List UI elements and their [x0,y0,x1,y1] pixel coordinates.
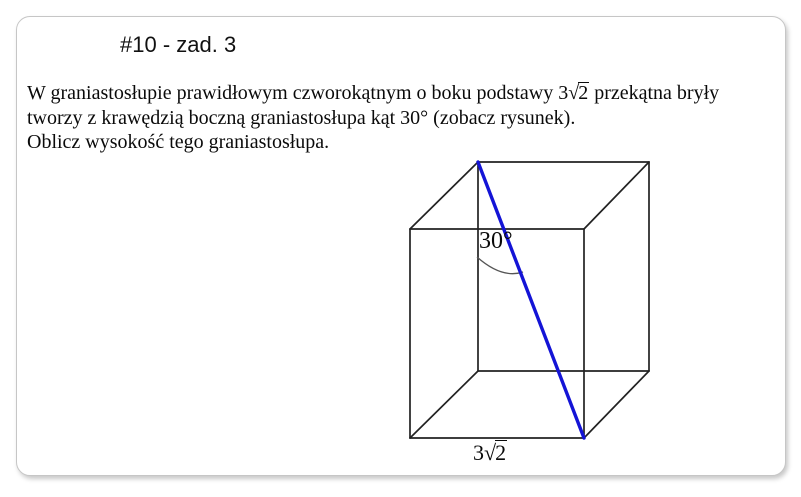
prism-diagram-svg [399,151,661,473]
problem-text [27,81,719,155]
sqrt-expression-inline [558,82,589,104]
base-radical-sign: √ [484,440,496,465]
sqrt-radicand: 2 [578,82,589,104]
prism-figure [399,151,661,473]
edge-bottom-right [584,371,649,438]
edge-bottom-left [410,371,478,438]
problem-card [16,16,786,476]
base-edge-label [473,440,507,466]
edge-top-left [410,162,478,229]
sqrt-coefficient: 3 [558,82,569,104]
space-diagonal-line [478,162,584,438]
problem-line-2: tworzy z krawędzią boczną graniastosłupa kąt 30° (zobacz rysunek). [27,106,576,129]
line1-text-before: W graniastosłupie prawidłowym czworokątnym o boku podstawy [27,82,559,104]
line1-text-after: przekątna bryły [589,82,720,104]
card-title: #10 - zad. 3 [120,32,237,57]
angle-label: 30° [479,228,513,254]
edge-top-right [584,162,649,229]
radical-sign: √ [568,82,579,104]
problem-line-1 [27,81,719,106]
base-coefficient: 3 [473,440,484,465]
problem-line-3: Oblicz wysokość tego graniastosłupa. [27,131,330,153]
base-radicand: 2 [495,440,507,465]
